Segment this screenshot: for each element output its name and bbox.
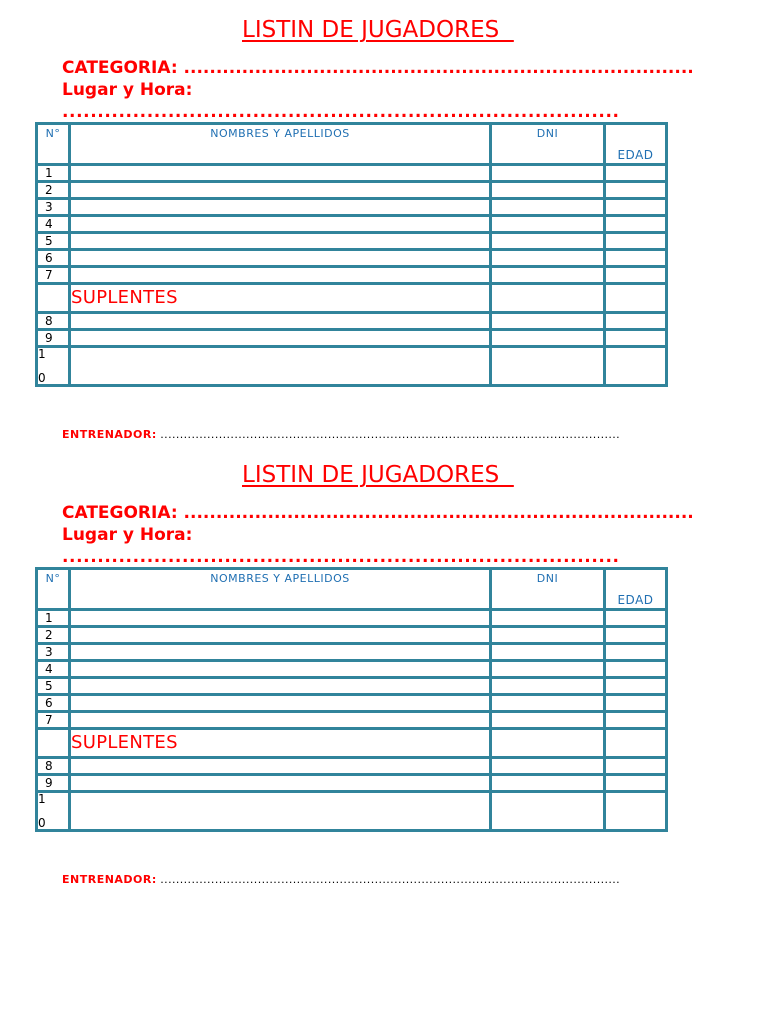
table-row: [37, 695, 667, 712]
edad-cell[interactable]: [605, 712, 667, 729]
name-cell[interactable]: [70, 610, 491, 627]
row-number: 7: [37, 712, 70, 729]
table-row: [37, 627, 667, 644]
row-number: 6: [37, 695, 70, 712]
dni-cell[interactable]: [491, 330, 605, 347]
dni-cell[interactable]: [491, 695, 605, 712]
name-cell[interactable]: [70, 712, 491, 729]
roster-form-2: [0, 445, 768, 890]
table-row: [37, 644, 667, 661]
dni-cell[interactable]: [491, 216, 605, 233]
row-number: [37, 792, 70, 831]
table-row: [37, 199, 667, 216]
edad-cell[interactable]: [605, 313, 667, 330]
header-no: N°: [37, 569, 70, 610]
categoria-label: CATEGORIA:: [62, 58, 178, 78]
row-number: 2: [37, 627, 70, 644]
form-title: LISTIN DE JUGADORES: [242, 17, 514, 43]
row-number: 1: [37, 610, 70, 627]
categoria-field[interactable]: ...............................................................................: [183, 58, 694, 78]
table-row: [37, 712, 667, 729]
dni-cell[interactable]: [491, 712, 605, 729]
edad-cell[interactable]: [605, 775, 667, 792]
row-number: 3: [37, 644, 70, 661]
table-row: [37, 792, 667, 831]
dni-cell[interactable]: [491, 313, 605, 330]
dni-cell[interactable]: [491, 758, 605, 775]
table-row: [37, 250, 667, 267]
header-dni: DNI: [491, 124, 605, 165]
row-number-digit-2: 0: [38, 816, 46, 830]
edad-cell[interactable]: [605, 347, 667, 386]
header-names: NOMBRES Y APELLIDOS: [70, 124, 491, 165]
table-row: [37, 661, 667, 678]
name-cell[interactable]: [70, 216, 491, 233]
name-cell[interactable]: [70, 695, 491, 712]
lugar-label: Lugar y Hora:: [62, 525, 193, 545]
edad-cell: [605, 284, 667, 313]
row-number-digit-1: 1: [38, 792, 46, 806]
entrenador-field[interactable]: ......................................................................................................................: [160, 428, 621, 441]
name-cell[interactable]: [70, 792, 491, 831]
dni-cell[interactable]: [491, 644, 605, 661]
empty-number-cell: [37, 729, 70, 758]
dni-cell[interactable]: [491, 610, 605, 627]
lugar-label: Lugar y Hora:: [62, 80, 193, 100]
table-row: [37, 330, 667, 347]
name-cell[interactable]: [70, 199, 491, 216]
dni-cell[interactable]: [491, 627, 605, 644]
edad-cell[interactable]: [605, 661, 667, 678]
table-row: [37, 182, 667, 199]
dni-cell[interactable]: [491, 267, 605, 284]
header-edad: EDAD: [605, 124, 667, 165]
name-cell[interactable]: [70, 313, 491, 330]
table-row: [37, 165, 667, 182]
suplentes-label: SUPLENTES: [70, 284, 491, 313]
table-row: [37, 347, 667, 386]
suplentes-row: [37, 284, 667, 313]
dni-cell[interactable]: [491, 661, 605, 678]
roster-form-1: [0, 0, 768, 445]
edad-cell[interactable]: [605, 165, 667, 182]
edad-cell[interactable]: [605, 267, 667, 284]
name-cell[interactable]: [70, 347, 491, 386]
row-number: 7: [37, 267, 70, 284]
table-header: [37, 569, 667, 610]
dni-cell[interactable]: [491, 165, 605, 182]
row-number-digit-2: 0: [38, 371, 46, 385]
table-row: [37, 758, 667, 775]
row-number-digit-1: 1: [38, 347, 46, 361]
players-table: [35, 122, 668, 387]
players-table: [35, 567, 668, 832]
name-cell[interactable]: [70, 267, 491, 284]
entrenador-line: [62, 428, 620, 441]
row-number: 4: [37, 216, 70, 233]
categoria-line: [62, 503, 694, 523]
row-number: 8: [37, 313, 70, 330]
row-number: 9: [37, 330, 70, 347]
name-cell[interactable]: [70, 165, 491, 182]
form-title: LISTIN DE JUGADORES: [242, 462, 514, 488]
row-number: 3: [37, 199, 70, 216]
dni-cell[interactable]: [491, 233, 605, 250]
suplentes-label: SUPLENTES: [70, 729, 491, 758]
dni-cell[interactable]: [491, 775, 605, 792]
name-cell[interactable]: [70, 627, 491, 644]
edad-cell[interactable]: [605, 792, 667, 831]
name-cell[interactable]: [70, 678, 491, 695]
dni-cell: [491, 284, 605, 313]
row-number: 4: [37, 661, 70, 678]
header-names: NOMBRES Y APELLIDOS: [70, 569, 491, 610]
row-number: 5: [37, 233, 70, 250]
table-header: [37, 124, 667, 165]
entrenador-line: [62, 873, 620, 886]
name-cell[interactable]: [70, 644, 491, 661]
table-row: [37, 233, 667, 250]
empty-number-cell: [37, 284, 70, 313]
edad-cell[interactable]: [605, 644, 667, 661]
name-cell[interactable]: [70, 330, 491, 347]
table-row: [37, 216, 667, 233]
table-row: [37, 678, 667, 695]
table-row: [37, 313, 667, 330]
row-number: 6: [37, 250, 70, 267]
edad-cell: [605, 729, 667, 758]
header-edad: EDAD: [605, 569, 667, 610]
header-dni: DNI: [491, 569, 605, 610]
table-row: [37, 610, 667, 627]
name-cell[interactable]: [70, 758, 491, 775]
categoria-line: [62, 58, 694, 78]
dni-cell[interactable]: [491, 182, 605, 199]
dni-cell[interactable]: [491, 792, 605, 831]
row-number: [37, 347, 70, 386]
edad-cell[interactable]: [605, 182, 667, 199]
row-number: 1: [37, 165, 70, 182]
dni-cell[interactable]: [491, 678, 605, 695]
name-cell[interactable]: [70, 661, 491, 678]
edad-cell[interactable]: [605, 216, 667, 233]
edad-cell[interactable]: [605, 330, 667, 347]
lugar-field[interactable]: ...............................................................................: [62, 547, 620, 567]
row-number: 9: [37, 775, 70, 792]
name-cell[interactable]: [70, 250, 491, 267]
entrenador-label: ENTRENADOR:: [62, 428, 157, 441]
entrenador-label: ENTRENADOR:: [62, 873, 157, 886]
name-cell[interactable]: [70, 233, 491, 250]
name-cell[interactable]: [70, 775, 491, 792]
table-row: [37, 775, 667, 792]
dni-cell[interactable]: [491, 347, 605, 386]
edad-cell[interactable]: [605, 233, 667, 250]
categoria-label: CATEGORIA:: [62, 503, 178, 523]
row-number: 2: [37, 182, 70, 199]
dni-cell: [491, 729, 605, 758]
edad-cell[interactable]: [605, 199, 667, 216]
row-number: 8: [37, 758, 70, 775]
edad-cell[interactable]: [605, 610, 667, 627]
categoria-field[interactable]: ...............................................................................: [183, 503, 694, 523]
edad-cell[interactable]: [605, 678, 667, 695]
lugar-field[interactable]: ...............................................................................: [62, 102, 620, 122]
entrenador-field[interactable]: ......................................................................................................................: [160, 873, 621, 886]
table-row: [37, 267, 667, 284]
dni-cell[interactable]: [491, 199, 605, 216]
name-cell[interactable]: [70, 182, 491, 199]
edad-cell[interactable]: [605, 627, 667, 644]
edad-cell[interactable]: [605, 758, 667, 775]
dni-cell[interactable]: [491, 250, 605, 267]
suplentes-row: [37, 729, 667, 758]
edad-cell[interactable]: [605, 695, 667, 712]
edad-cell[interactable]: [605, 250, 667, 267]
row-number: 5: [37, 678, 70, 695]
header-no: N°: [37, 124, 70, 165]
